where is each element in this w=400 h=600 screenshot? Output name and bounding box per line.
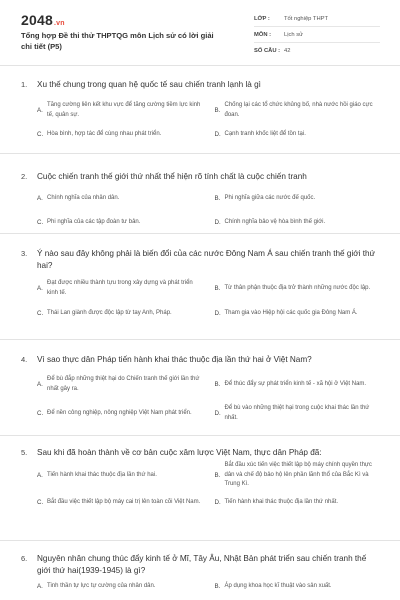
info-value: 42 bbox=[284, 48, 291, 54]
question-text: Vì sao thực dân Pháp tiến hành khai thác thuộc địa lần thứ hai ở Việt Nam? bbox=[37, 355, 312, 364]
question-2 bbox=[0, 154, 400, 234]
option-b[interactable] bbox=[215, 101, 383, 120]
option-letter: D. bbox=[214, 218, 221, 226]
option-letter: B. bbox=[214, 106, 221, 114]
option-d[interactable] bbox=[215, 498, 383, 508]
question-text: Cuộc chiến tranh thế giới thứ nhất thể hiện rõ tính chất là cuộc chiến tranh bbox=[37, 172, 307, 181]
option-text: Để thúc đẩy sự phát triển kinh tế - xã hội ở Việt Nam. bbox=[224, 380, 367, 387]
option-text: Cạnh tranh khốc liệt để tồn tại. bbox=[224, 131, 306, 137]
option-text: Tiến hành khai thác thuộc địa lần thứ nhất. bbox=[224, 498, 339, 505]
question-number: 2. bbox=[21, 172, 28, 181]
option-a[interactable] bbox=[37, 375, 205, 394]
info-value: Lịch sử bbox=[284, 31, 304, 38]
question-text: Sau khi đã hoàn thành về cơ bản cuộc xâm lược Việt Nam, thực dân Pháp đã: bbox=[37, 448, 322, 457]
option-b[interactable] bbox=[215, 194, 383, 204]
info-row-class bbox=[254, 11, 380, 27]
option-letter: A. bbox=[37, 583, 43, 590]
question-text: Nguyên nhân chung thúc đẩy kinh tế ở Mĩ, Tây Âu, Nhật Bản phát triển sau chiến tranh thế giới thứ hai(1939-1945) là gì? bbox=[37, 554, 367, 575]
info-label: SỐ CÂU : bbox=[254, 48, 281, 54]
question-number: 4. bbox=[21, 355, 28, 364]
info-row-subject bbox=[254, 27, 380, 43]
option-text: Tham gia vào Hiệp hội các quốc gia Đông Nam Á. bbox=[224, 310, 358, 316]
question-6 bbox=[0, 541, 400, 600]
option-letter: C. bbox=[37, 131, 44, 138]
document-title: Tổng hợp Đề thi thử THPTQG môn Lịch sử có lời giải chi tiết (P5) bbox=[21, 31, 214, 51]
option-letter: B. bbox=[214, 380, 221, 388]
question-text: Xu thế chung trong quan hệ quốc tế sau chiến tranh lạnh là gì bbox=[37, 80, 261, 89]
option-text: Tinh thần tự lực tự cường của nhân dân. bbox=[47, 583, 156, 589]
option-c[interactable] bbox=[37, 404, 205, 423]
option-letter: D. bbox=[214, 409, 221, 417]
option-text: Chính nghĩa bảo vệ hòa bình thế giới. bbox=[224, 218, 326, 225]
option-letter: A. bbox=[37, 284, 43, 292]
option-a[interactable] bbox=[37, 582, 205, 592]
option-text: Áp dụng khoa học kĩ thuật vào sản xuất. bbox=[224, 583, 332, 589]
option-b[interactable] bbox=[215, 279, 383, 298]
option-text: Từ thân phận thuộc địa trở thành những nước độc lập. bbox=[224, 284, 371, 291]
option-letter: A. bbox=[37, 195, 43, 202]
option-text: Phi nghĩa giữa các nước đế quốc. bbox=[224, 195, 316, 201]
site-logo[interactable]: 2048.vn bbox=[21, 12, 65, 28]
question-number: 5. bbox=[21, 448, 28, 457]
question-3 bbox=[0, 234, 400, 340]
option-letter: C. bbox=[37, 409, 44, 417]
option-letter: B. bbox=[214, 583, 221, 590]
option-letter: A. bbox=[37, 471, 43, 479]
question-text: Ý nào sau đây không phải là biến đổi của các nước Đông Nam Á sau chiến tranh thế giới thứ hai? bbox=[37, 249, 376, 270]
option-text: Để nền công nghiệp, nông nghiệp Việt Nam phát triển. bbox=[47, 409, 192, 416]
exam-info-panel bbox=[254, 11, 380, 59]
option-c[interactable] bbox=[37, 309, 205, 319]
option-letter: C. bbox=[37, 310, 44, 317]
answer-options bbox=[21, 101, 382, 140]
option-d[interactable] bbox=[215, 218, 383, 228]
option-text: Hòa bình, hợp tác để cùng nhau phát triển. bbox=[47, 131, 162, 137]
info-label: LỚP : bbox=[254, 15, 270, 22]
option-b[interactable] bbox=[215, 582, 383, 592]
option-d[interactable] bbox=[215, 130, 383, 140]
answer-options bbox=[21, 582, 382, 592]
question-number: 1. bbox=[21, 80, 28, 89]
answer-options bbox=[21, 279, 382, 319]
option-letter: C. bbox=[37, 218, 44, 226]
option-a[interactable] bbox=[37, 461, 205, 490]
option-text: Chính nghĩa của nhân dân. bbox=[47, 195, 120, 201]
option-letter: B. bbox=[214, 195, 221, 202]
option-b[interactable] bbox=[215, 375, 383, 394]
info-value: Tốt nghiệp THPT bbox=[284, 15, 329, 22]
option-text: Đạt được nhiều thành tựu trong xây dựng và phát triển kinh tế. bbox=[47, 280, 193, 296]
option-letter: B. bbox=[214, 471, 221, 479]
option-b[interactable] bbox=[215, 461, 383, 490]
option-c[interactable] bbox=[37, 130, 205, 140]
question-4 bbox=[0, 340, 400, 436]
question-number: 6. bbox=[21, 554, 28, 563]
page-header bbox=[0, 0, 400, 66]
option-text: Tăng cường liên kết khu vực để tăng cường tiềm lực kinh tế, quân sự. bbox=[47, 102, 201, 118]
option-letter: A. bbox=[37, 106, 43, 114]
info-row-question-count bbox=[254, 43, 380, 59]
question-number: 3. bbox=[21, 249, 28, 258]
option-text: Tiến hành khai thác thuộc địa lần thứ hai. bbox=[47, 471, 157, 478]
option-letter: B. bbox=[214, 284, 221, 292]
option-letter: D. bbox=[214, 131, 221, 138]
question-1 bbox=[0, 66, 400, 154]
option-d[interactable] bbox=[215, 404, 383, 423]
option-letter: A. bbox=[37, 380, 43, 388]
option-c[interactable] bbox=[37, 218, 205, 228]
option-text: Phi nghĩa của các tập đoàn tư bản. bbox=[47, 218, 141, 225]
option-a[interactable] bbox=[37, 194, 205, 204]
question-5 bbox=[0, 436, 400, 541]
option-c[interactable] bbox=[37, 498, 205, 508]
option-d[interactable] bbox=[215, 309, 383, 319]
option-text: Thái Lan giành được độc lập từ tay Anh, Pháp. bbox=[47, 310, 172, 316]
option-text: Chống lại các tổ chức khủng bố, nhà nước hồi giáo cực đoan. bbox=[224, 102, 373, 118]
answer-options bbox=[21, 194, 382, 227]
answer-options bbox=[21, 375, 382, 423]
option-text: Để bù đắp những thiệt hại do Chiến tranh thế giới lần thứ nhất gây ra. bbox=[47, 376, 200, 392]
option-a[interactable] bbox=[37, 101, 205, 120]
option-text: Bắt đầu việc thiết lập bộ máy cai trị lên toàn cõi Việt Nam. bbox=[47, 498, 201, 505]
logo-suffix: .vn bbox=[53, 20, 65, 27]
info-label: MÔN : bbox=[254, 31, 272, 38]
option-letter: D. bbox=[214, 498, 221, 506]
option-text: Bắt đầu xúc tiến việc thiết lập bộ máy chính quyền thực dân và chế độ bảo hộ lên phần lãnh thổ của Bắc Kì và Trung Kì. bbox=[224, 462, 372, 487]
answer-options bbox=[21, 461, 382, 507]
option-letter: D. bbox=[214, 310, 221, 317]
option-text: Để bù vào những thiệt hại trong cuộc khai thác lần thứ nhất. bbox=[224, 405, 370, 421]
option-letter: C. bbox=[37, 498, 44, 506]
option-a[interactable] bbox=[37, 279, 205, 298]
